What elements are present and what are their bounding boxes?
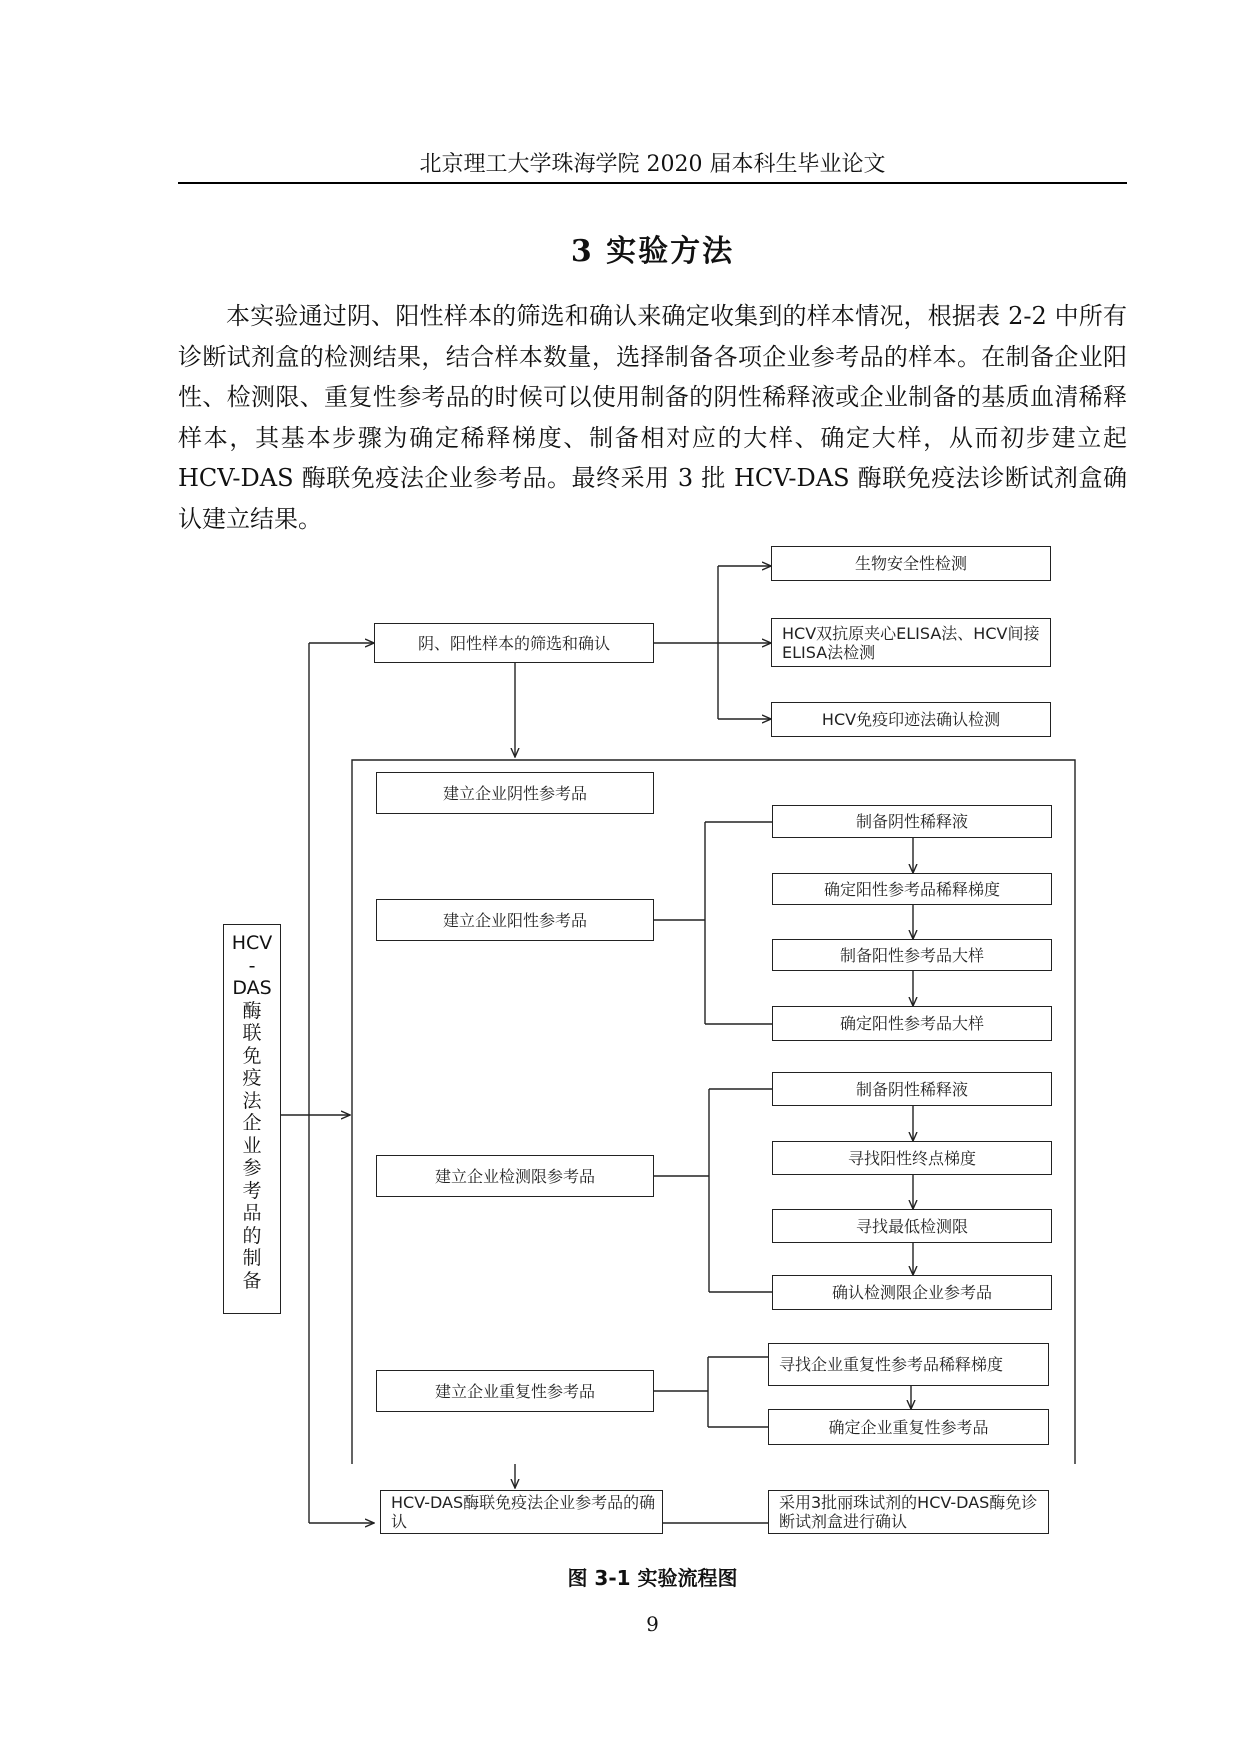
screening-box: 阴、阳性样本的筛选和确认 (374, 623, 654, 663)
positive-ref-box: 建立企业阳性参考品 (376, 899, 654, 941)
body-paragraph: 本实验通过阴、阳性样本的筛选和确认来确定收集到的样本情况，根据表 2-2 中所有诊断试剂盒的检测结果，结合样本数量，选择制备各项企业参考品的样本。在制备企业阳性、检测限、重复性参考品的时候可以使用制备的阴性稀释液或企业制备的基质血清稀释样本，其基本步骤为确定稀释梯度、制备相对应的大样、确定大样，从而初步建立起 HCV-DAS 酶联免疫法企业参考品。最终采用 3 批 HCV-DAS 酶联免疫法诊断试剂盒确认建立结果。 (178, 302, 1127, 533)
western-blot-box: HCV免疫印迹法确认检测 (771, 702, 1051, 737)
section-title: 3 实验方法 (570, 234, 735, 269)
positive-step-1: 制备阴性稀释液 (772, 805, 1052, 838)
detection-step-3: 寻找最低检测限 (772, 1209, 1052, 1243)
biosafety-box: 生物安全性检测 (771, 546, 1051, 581)
detection-limit-ref-box: 建立企业检测限参考品 (376, 1155, 654, 1197)
negative-ref-box: 建立企业阴性参考品 (376, 772, 654, 814)
positive-step-3: 制备阳性参考品大样 (772, 939, 1052, 971)
detection-step-4: 确认检测限企业参考品 (772, 1275, 1052, 1310)
page-header: 北京理工大学珠海学院 2020 届本科生毕业论文 (178, 148, 1127, 184)
positive-step-4: 确定阳性参考品大样 (772, 1006, 1052, 1041)
detection-step-1: 制备阴性稀释液 (772, 1072, 1052, 1106)
repeatability-ref-box: 建立企业重复性参考品 (376, 1370, 654, 1412)
confirmation-detail-box: 采用3批丽珠试剂的HCV-DAS酶免诊断试剂盒进行确认 (768, 1490, 1049, 1534)
prep-vertical-label: HCV - DAS 酶 联 免 疫 法 企 业 参 考 品 的 制 备 (223, 924, 281, 1314)
detection-step-2: 寻找阳性终点梯度 (772, 1141, 1052, 1175)
figure-caption: 图 3-1 实验流程图 (567, 1566, 738, 1590)
repeatability-step-2: 确定企业重复性参考品 (768, 1409, 1049, 1445)
page-number: 9 (646, 1612, 659, 1636)
confirmation-box: HCV-DAS酶联免疫法企业参考品的确认 (380, 1490, 663, 1534)
repeatability-step-1: 寻找企业重复性参考品稀释梯度 (768, 1343, 1049, 1386)
elisa-box: HCV双抗原夹心ELISA法、HCV间接ELISA法检测 (771, 618, 1051, 667)
positive-step-2: 确定阳性参考品稀释梯度 (772, 873, 1052, 905)
